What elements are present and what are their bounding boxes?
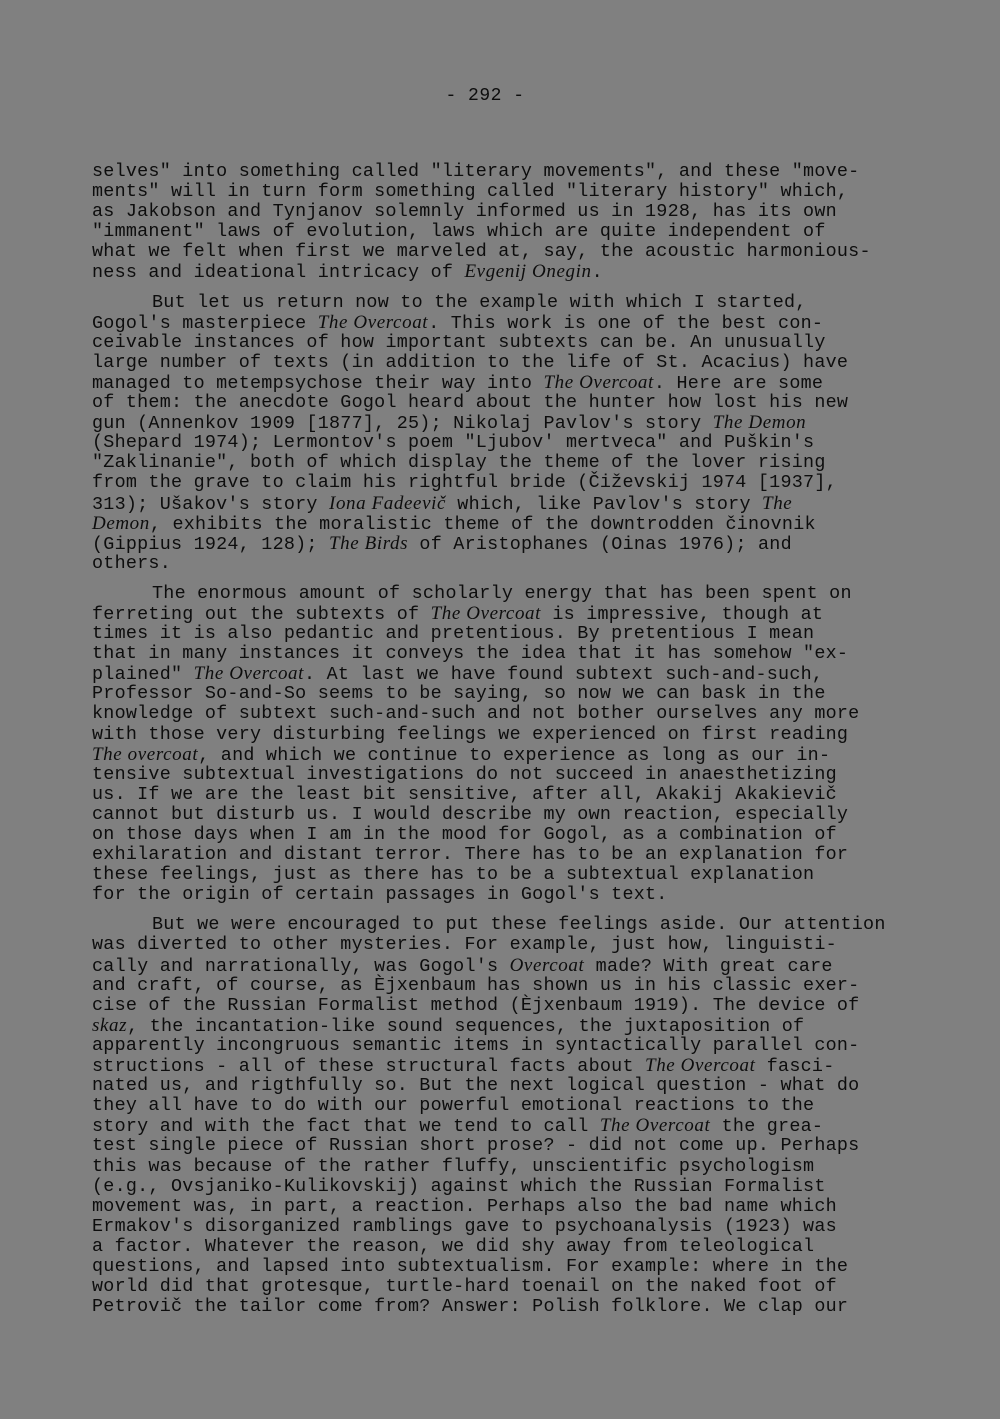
text-run: Ermakov's disorganized ramblings gave to psychoanalysis (1923) was xyxy=(92,1215,837,1237)
text-line xyxy=(92,915,912,935)
text-run: . Here are some xyxy=(653,372,824,394)
text-run: was diverted to other mysteries. For example, just how, linguisti- xyxy=(92,934,837,956)
text-run: managed to metempsychose their way into xyxy=(92,372,544,394)
text-line xyxy=(92,1197,912,1217)
text-run: what we felt when first we marveled at, say, the acoustic harmonious- xyxy=(92,241,871,263)
text-run: of them: the anecdote Gogol heard about the hunter how lost his new xyxy=(92,392,849,414)
text-run: nated us, and rigthfully so. But the next logical question - what do xyxy=(92,1075,860,1097)
italic-title: skaz xyxy=(92,1014,128,1036)
text-line xyxy=(92,1096,912,1116)
italic-title: The Overcoat xyxy=(599,1115,711,1137)
italic-title: The overcoat xyxy=(92,743,199,765)
text-run: Gogol's masterpiece xyxy=(92,312,318,334)
text-line xyxy=(92,684,912,704)
text-run: times it is also pedantic and pretentious. By pretentious I mean xyxy=(92,623,815,645)
text-run: (e.g., Ovsjaniko-Kulikovskij) against which the Russian Formalist xyxy=(92,1175,826,1197)
text-run: this was because of the rather fluffy, unscientific psychologism xyxy=(92,1155,815,1177)
page-number: - 292 - xyxy=(445,86,525,106)
text-run: is impressive, though at xyxy=(541,603,824,625)
text-line xyxy=(92,996,912,1016)
italic-title: Overcoat xyxy=(509,954,585,976)
text-run: and craft, of course, as Èjxenbaum has shown us in his classic exer- xyxy=(92,974,860,996)
text-line xyxy=(92,494,912,514)
text-run: The enormous amount of scholarly energy that has been spent on xyxy=(152,582,852,604)
text-line xyxy=(92,765,912,785)
text-run: exhilaration and distant terror. There has to be an explanation for xyxy=(92,844,849,866)
text-line xyxy=(92,1056,912,1076)
text-line xyxy=(92,413,912,433)
text-run: But we were encouraged to put these feelings aside. Our attention xyxy=(152,914,886,936)
text-run: a factor. Whatever the reason, we did shy away from teleological xyxy=(92,1235,815,1257)
text-line xyxy=(92,976,912,996)
text-line xyxy=(92,433,912,453)
text-run: ferreting out the subtexts of xyxy=(92,603,431,625)
text-run: questions, and lapsed into subtextualism. For example: where in the xyxy=(92,1255,849,1277)
text-line xyxy=(92,1177,912,1197)
text-line xyxy=(92,333,912,353)
text-line xyxy=(92,1036,912,1056)
text-line xyxy=(92,935,912,955)
text-line xyxy=(92,262,912,282)
text-line xyxy=(92,182,912,202)
text-run: "immanent" laws of evolution, laws which are quite independent of xyxy=(92,221,826,243)
text-line xyxy=(92,222,912,242)
text-run: made? With great care xyxy=(584,955,833,977)
text-run: ceivable instances of how important subtexts can be. An unusually xyxy=(92,331,826,353)
text-line xyxy=(92,1237,912,1257)
text-run: . This work is one of the best con- xyxy=(428,312,824,334)
text-line xyxy=(92,584,912,604)
text-run: as Jakobson and Tynjanov solemnly informed us in 1928, has its own xyxy=(92,201,837,223)
text-line xyxy=(92,1116,912,1136)
text-run: movement was, in part, a reaction. Perhaps also the bad name which xyxy=(92,1195,837,1217)
text-line xyxy=(92,242,912,262)
text-line xyxy=(92,162,912,182)
text-run: , exhibits the moralistic theme of the downtrodden činovnik xyxy=(149,513,816,535)
text-line xyxy=(92,534,912,554)
text-line xyxy=(92,845,912,865)
italic-title: The Overcoat xyxy=(543,371,654,393)
text-line xyxy=(92,202,912,222)
text-line xyxy=(92,393,912,413)
text-line xyxy=(92,805,912,825)
text-run: cannot but disturb us. I would describe my own reaction, especially xyxy=(92,803,849,825)
text-line xyxy=(92,554,912,574)
paragraph xyxy=(92,162,912,283)
text-run: on those days when I am in the mood for Gogol, as a combination of xyxy=(92,824,837,845)
text-run: tensive subtextual investigations do not succeed in anaesthetizing xyxy=(92,763,837,785)
text-run: large number of texts (in addition to the life of St. Acacius) have xyxy=(92,351,849,373)
text-line xyxy=(92,313,912,333)
text-run: plained" xyxy=(92,664,194,686)
text-run: Professor So-and-So seems to be saying, so now we can bask in the xyxy=(92,683,826,705)
text-line xyxy=(92,1016,912,1036)
text-line xyxy=(92,353,912,373)
text-line xyxy=(92,725,912,745)
text-line xyxy=(92,604,912,624)
text-line xyxy=(92,865,912,885)
paragraph xyxy=(92,293,912,574)
text-run: selves" into something called "literary movements", and these "move- xyxy=(92,161,860,182)
text-line xyxy=(92,885,912,905)
text-run: which, like Pavlov's story xyxy=(446,493,763,515)
text-line xyxy=(92,624,912,644)
text-line xyxy=(92,704,912,724)
text-run: (Shepard 1974); Lermontov's poem "Ljubov' mertveca" and Puškin's xyxy=(92,432,815,454)
text-run: . xyxy=(591,262,603,284)
text-line xyxy=(92,1217,912,1237)
text-run: structions - all of these structural facts about xyxy=(92,1056,646,1078)
italic-title: Iona Fadeevič xyxy=(329,492,447,514)
text-run: the grea- xyxy=(710,1116,824,1138)
text-line xyxy=(92,1136,912,1156)
text-line xyxy=(92,1076,912,1096)
text-run: . At last we have found subtext such-and-such, xyxy=(304,664,824,686)
text-line xyxy=(92,373,912,393)
text-run: from the grave to claim his rightful bride (Čiževskij 1974 [1937], xyxy=(92,472,837,494)
text-run: apparently incongruous semantic items in syntactically parallel con- xyxy=(92,1034,860,1056)
text-line xyxy=(92,825,912,845)
italic-title: The Birds xyxy=(329,532,409,554)
paragraph xyxy=(92,915,912,1317)
text-run: knowledge of subtext such-and-such and not bother ourselves any more xyxy=(92,703,860,725)
text-line xyxy=(92,956,912,976)
text-run: "Zaklinanie", both of which display the theme of the lover rising xyxy=(92,452,826,474)
text-line xyxy=(92,1277,912,1297)
text-line xyxy=(92,745,912,765)
text-line xyxy=(92,785,912,805)
italic-title: The Overcoat xyxy=(317,311,429,333)
italic-title: The Overcoat xyxy=(193,663,305,685)
text-line xyxy=(92,1297,912,1317)
text-run: ments" will in turn form something called "literary history" which, xyxy=(92,181,849,203)
text-run: that in many instances it conveys the idea that it has somehow "ex- xyxy=(92,643,849,665)
text-run: gun (Annenkov 1909 [1877], 25); Nikolaj Pavlov's story xyxy=(92,413,713,435)
text-run: ness and ideational intricacy of xyxy=(92,262,465,284)
text-line xyxy=(92,453,912,473)
paragraph xyxy=(92,584,912,906)
text-run: for the origin of certain passages in Gogol's text. xyxy=(92,884,668,906)
text-run: But let us return now to the example with which I started, xyxy=(152,291,807,313)
text-run: Petrovič the tailor come from? Answer: Polish folklore. We clap our xyxy=(92,1296,849,1318)
text-line xyxy=(92,644,912,664)
italic-title: The Overcoat xyxy=(430,602,542,624)
body-text xyxy=(92,162,912,1327)
italic-title: The Overcoat xyxy=(645,1055,756,1077)
italic-title: Demon xyxy=(92,512,150,534)
italic-title: The xyxy=(762,492,793,514)
text-line xyxy=(92,664,912,684)
text-run: these feelings, just as there has to be a subtextual explanation xyxy=(92,864,815,886)
text-line xyxy=(92,293,912,313)
text-line xyxy=(92,1257,912,1277)
text-run: 313); Ušakov's story xyxy=(92,493,330,515)
text-run: fasci- xyxy=(755,1056,835,1078)
text-line xyxy=(92,473,912,493)
text-run: , and which we continue to experience as long as our in- xyxy=(198,744,831,766)
text-run: (Gippius 1924, 128); xyxy=(92,533,330,555)
text-run: they all have to do with our powerful emotional reactions to the xyxy=(92,1095,815,1117)
text-run: , the incantation-like sound sequences, the juxtaposition of xyxy=(127,1015,805,1037)
text-run: test single piece of Russian short prose? - did not come up. Perhaps xyxy=(92,1135,860,1157)
text-run: us. If we are the least bit sensitive, after all, Akakij Akakievič xyxy=(92,783,837,805)
text-run: story and with the fact that we tend to call xyxy=(92,1116,600,1138)
text-run: cally and narrationally, was Gogol's xyxy=(92,955,510,977)
text-run: others. xyxy=(92,552,172,574)
text-line xyxy=(92,1157,912,1177)
text-run: of Aristophanes (Oinas 1976); and xyxy=(408,533,792,555)
text-run: cise of the Russian Formalist method (Èjxenbaum 1919). The device of xyxy=(92,994,860,1016)
italic-title: Evgenij Onegin xyxy=(464,261,592,283)
text-run: with those very disturbing feelings we experienced on first reading xyxy=(92,723,849,745)
text-line xyxy=(92,514,912,534)
italic-title: The Demon xyxy=(712,412,807,434)
text-run: world did that grotesque, turtle-hard toenail on the naked foot of xyxy=(92,1276,837,1298)
